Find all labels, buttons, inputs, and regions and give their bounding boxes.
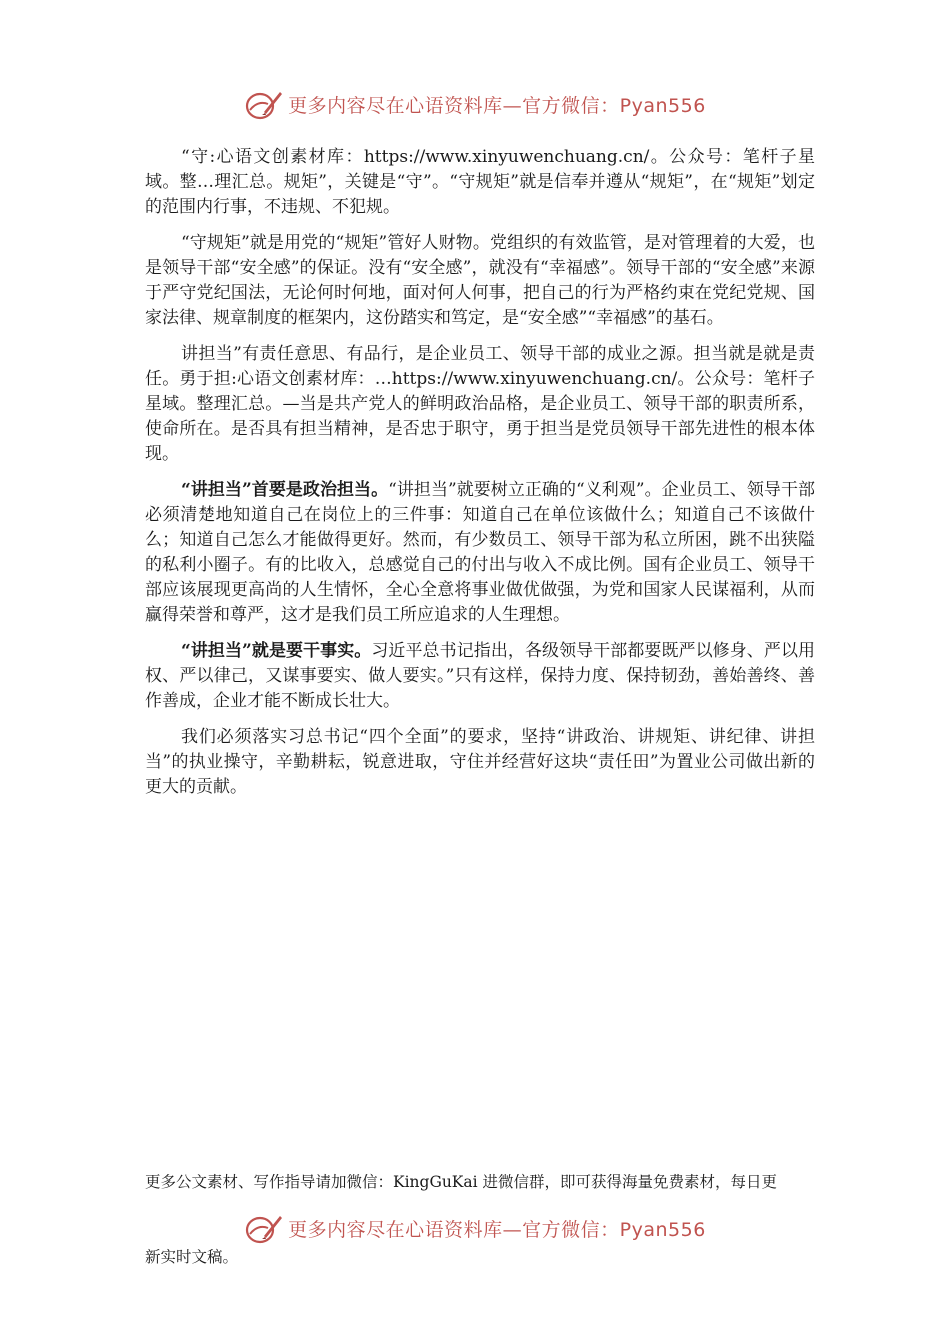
paragraph-lead: “讲担当”首要是政治担当。 — [181, 480, 389, 500]
paragraph-lead: “讲担当”就是要干事实。 — [181, 641, 372, 661]
document-body — [145, 145, 815, 811]
paragraph-3: 讲担当”有责任意思、有品行，是企业员工、领导干部的成业之源。担当就是就是责任。勇于担:心语文创素材库：…https://www.xinyuwenchuang.cn/。公众号：笔杆子星域。整理汇总。—当是共产党人的鲜明政治品格，是企业员工、领导干部的职责所系，使命所在。是否具有担当精神，是否忠于职守，勇于担当是党员领导干部先进性的根本体现。 — [145, 344, 815, 464]
footer-banner — [0, 1208, 950, 1248]
banner-text: 更多内容尽在心语资料库—官方微信：Pyan556 — [288, 1218, 706, 1241]
paragraph-2: “守规矩”就是用党的“规矩”管好人财物。党组织的有效监管，是对管理着的大爱，也是领导干部“安全感”的保证。没有“安全感”，就没有“幸福感”。领导干部的“安全感”来源于严守党纪国法，无论何时何地，面对何人何事，把自己的行为严格约束在党纪党规、国家法律、规章制度的框架内，这份踏实和笃定，是“安全感”“幸福感”的基石。 — [145, 233, 815, 328]
footer-note-tail: 新实时文稿。 — [145, 1248, 239, 1266]
paragraph-1: “守:心语文创素材库：https://www.xinyuwenchuang.cn/。公众号：笔杆子星域。整…理汇总。规矩”，关键是“守”。“守规矩”就是信奉并遵从“规矩”，在“规矩”划定的范围内行事，不违规、不犯规。 — [145, 147, 815, 217]
paragraph-6: 我们必须落实习总书记“四个全面”的要求，坚持“讲政治、讲规矩、讲纪律、讲担当”的执业操守，辛勤耕耘，锐意进取，守住并经营好这块“责任田”为置业公司做出新的更大的贡献。 — [145, 727, 815, 797]
paragraph-5: “讲担当”就是要干事实。习近平总书记指出，各级领导干部都要既严以修身、严以用权、严以律己，又谋事要实、做人要实。”只有这样，保持力度、保持韧劲，善始善终、善作善成，企业才能不断成长壮大。 — [145, 641, 816, 711]
footer-note: 更多公文素材、写作指导请加微信：KingGuKai 进微信群，即可获得海量免费素材，每日更 — [145, 1173, 778, 1191]
paragraph-4: “讲担当”首要是政治担当。“讲担当”就要树立正确的“义利观”。企业员工、领导干部必须清楚地知道自己在岗位上的三件事：知道自己在单位该做什么；知道自己不该做什么；知道自己怎么才能做得更好。然而，有少数员工、领导干部为私立所困，跳不出狭隘的私利小圈子。有的比收入，总感觉自己的付出与收入不成比例。国有企业员工、领导干部应该展现更高尚的人生情怀，全心全意将事业做优做强，为党和国家人民谋福利，从而赢得荣誉和尊严，这才是我们员工所应追求的人生理想。 — [145, 480, 816, 625]
header-banner — [0, 84, 950, 124]
pen-logo-icon — [244, 1210, 284, 1246]
pen-logo-icon — [244, 86, 284, 122]
banner-text: 更多内容尽在心语资料库—官方微信：Pyan556 — [288, 94, 706, 117]
